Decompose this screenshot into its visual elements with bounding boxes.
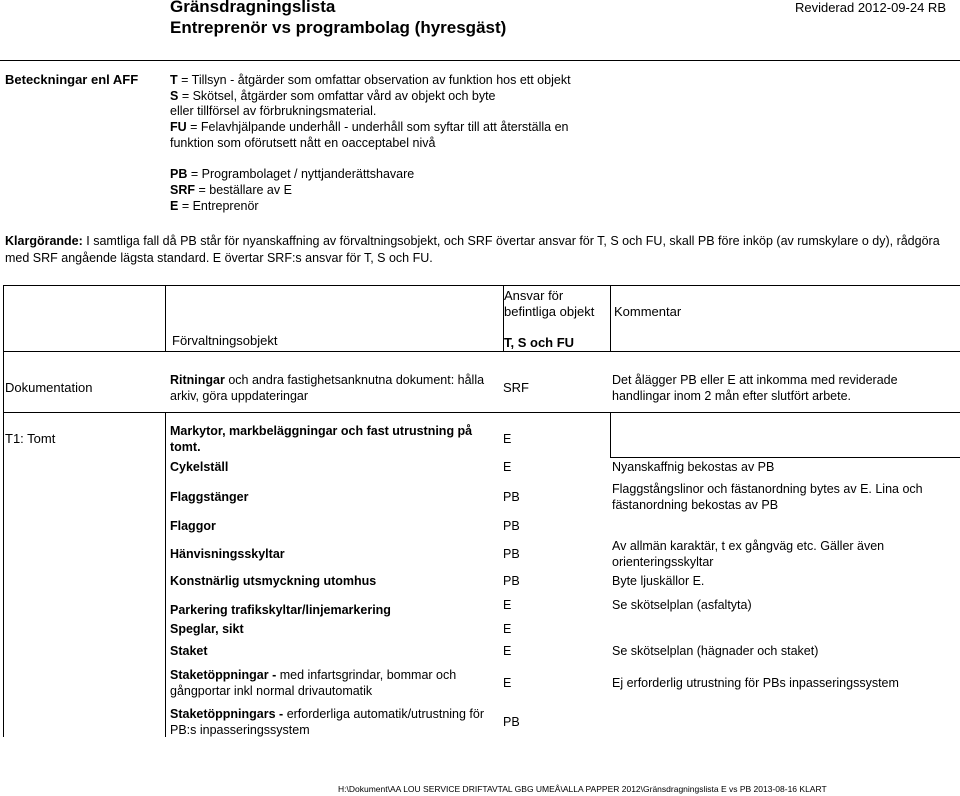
page-title: Gränsdragningslista [170, 0, 336, 16]
def-t: T = Tillsyn - åtgärder som omfattar observation av funktion hos ett objekt [170, 73, 571, 87]
tomt-row-6-resp: E [503, 598, 512, 612]
tomt-row-0-object: Markytor, markbeläggningar och fast utrustning på [170, 424, 473, 438]
category-tomt: T1: Tomt [5, 431, 56, 446]
tomt-divider-3 [610, 412, 611, 457]
doc-comment-line2: handlingar inom 2 mån efter slutfört arbete. [612, 389, 852, 403]
category-dokumentation: Dokumentation [5, 380, 93, 395]
def-fu-cont: funktion som oförutsett nått en oacceptabel nivå [170, 136, 436, 150]
tomt-row-2-object: Flaggstänger [170, 490, 249, 504]
tomt-row-3-object: Flaggor [170, 519, 216, 533]
tomt-row-0-resp: E [503, 432, 512, 446]
header-divider-1 [165, 285, 166, 352]
table-header-top [3, 285, 960, 286]
tomt-row-8-object: Staket [170, 644, 208, 658]
header-divider-3 [610, 285, 611, 352]
tomt-row-8-comment: Se skötselplan (hägnader och staket) [612, 644, 819, 658]
col-header-resp-3: T, S och FU [504, 335, 575, 350]
table-left-border [3, 285, 4, 737]
tomt-row-1-comment: Nyanskaffnig bekostas av PB [612, 460, 775, 474]
tomt-row-7-object: Speglar, sikt [170, 622, 244, 636]
revision-date: Reviderad 2012-09-24 RB [794, 0, 946, 15]
col-header-object: Förvaltningsobjekt [172, 333, 278, 348]
tomt-row-10-object: Staketöppningars - erforderliga automatik/utrustning för [170, 707, 485, 721]
tomt-row-9-object-cont: gångportar inkl normal drivautomatik [170, 684, 373, 698]
page-subtitle: Entreprenör vs programbolag (hyresgäst) [170, 18, 507, 37]
tomt-row-2-resp: PB [503, 490, 520, 504]
tomt-row-9-resp: E [503, 676, 512, 690]
header-divider [0, 60, 960, 61]
tomt-row-2-comment: Flaggstångslinor och fästanordning bytes av E. Lina och [612, 482, 923, 496]
tomt-row-6-object: Parkering trafikskyltar/linjemarkering [170, 603, 391, 617]
col-header-resp-2: befintliga objekt [504, 304, 595, 319]
tomt-row-0-object-cont: tomt. [170, 440, 201, 454]
tomt-row-4-resp: PB [503, 547, 520, 561]
tomt-row-9-object: Staketöppningar - med infartsgrindar, bommar och [170, 668, 457, 682]
col-header-comment: Kommentar [614, 304, 682, 319]
doc-object-line2: arkiv, göra uppdateringar [170, 389, 309, 403]
def-pb: PB = Programbolaget / nyttjanderättshavare [170, 167, 415, 181]
tomt-row-7-resp: E [503, 622, 512, 636]
tomt-row-4-comment-cont: orienteringsskyltar [612, 555, 714, 569]
tomt-row-4-comment: Av allmän karaktär, t ex gångväg etc. Gäller även [612, 539, 885, 553]
tomt-row-6-comment: Se skötselplan (asfaltyta) [612, 598, 752, 612]
table-header-bottom [3, 351, 960, 352]
tomt-row-4-object: Hänvisningsskyltar [170, 547, 285, 561]
tomt-row-1-object: Cykelställ [170, 460, 229, 474]
tomt-row-10-resp: PB [503, 715, 520, 729]
def-fu: FU = Felavhjälpande underhåll - underhåll som syftar till att återställa en [170, 120, 569, 134]
def-s-cont: eller tillförsel av förbrukningsmaterial. [170, 104, 377, 118]
tomt-row-1-resp: E [503, 460, 512, 474]
tomt-row-0-underline [610, 457, 960, 458]
tomt-row-3-resp: PB [503, 519, 520, 533]
tomt-row-2-comment-cont: fästanordning bekostas av PB [612, 498, 779, 512]
file-path-footer: H:\Dokument\AA LOU SERVICE DRIFTAVTAL GBG UMEÅ\ALLA PAPPER 2012\Gränsdragningslista E vs PB 2013-08-16 KLART [338, 784, 827, 794]
def-s: S = Skötsel, åtgärder som omfattar vård av objekt och byte [170, 89, 496, 103]
definitions-label: Beteckningar enl AFF [5, 72, 139, 87]
doc-object-line1: Ritningar och andra fastighetsanknutna dokument: hålla [170, 373, 485, 387]
tomt-row-10-object-cont: PB:s inpasseringssystem [170, 723, 310, 737]
doc-comment-line1: Det ålägger PB eller E att inkomma med reviderade [612, 373, 898, 387]
doc-resp: SRF [503, 380, 529, 395]
tomt-row-5-resp: PB [503, 574, 520, 588]
def-e: E = Entreprenör [170, 199, 259, 213]
tomt-divider-1 [165, 412, 166, 737]
tomt-row-5-comment: Byte ljuskällor E. [612, 574, 705, 588]
clarification-line2: med SRF angående lägsta standard. E övertar SRF:s ansvar för T, S och FU. [5, 251, 433, 265]
tomt-row-9-comment: Ej erforderlig utrustning för PBs inpasseringssystem [612, 676, 899, 690]
col-header-resp-1: Ansvar för [504, 288, 564, 303]
def-srf: SRF = beställare av E [170, 183, 292, 197]
clarification-line1: Klargörande: I samtliga fall då PB står för nyanskaffning av förvaltningsobjekt, och SRF övertar ansvar för T, S och FU, skall PB före inköp (av rumskylare o dy), rådgöra [5, 234, 940, 248]
doc-row-bottom [3, 412, 960, 413]
tomt-row-5-object: Konstnärlig utsmyckning utomhus [170, 574, 377, 588]
tomt-row-8-resp: E [503, 644, 512, 658]
